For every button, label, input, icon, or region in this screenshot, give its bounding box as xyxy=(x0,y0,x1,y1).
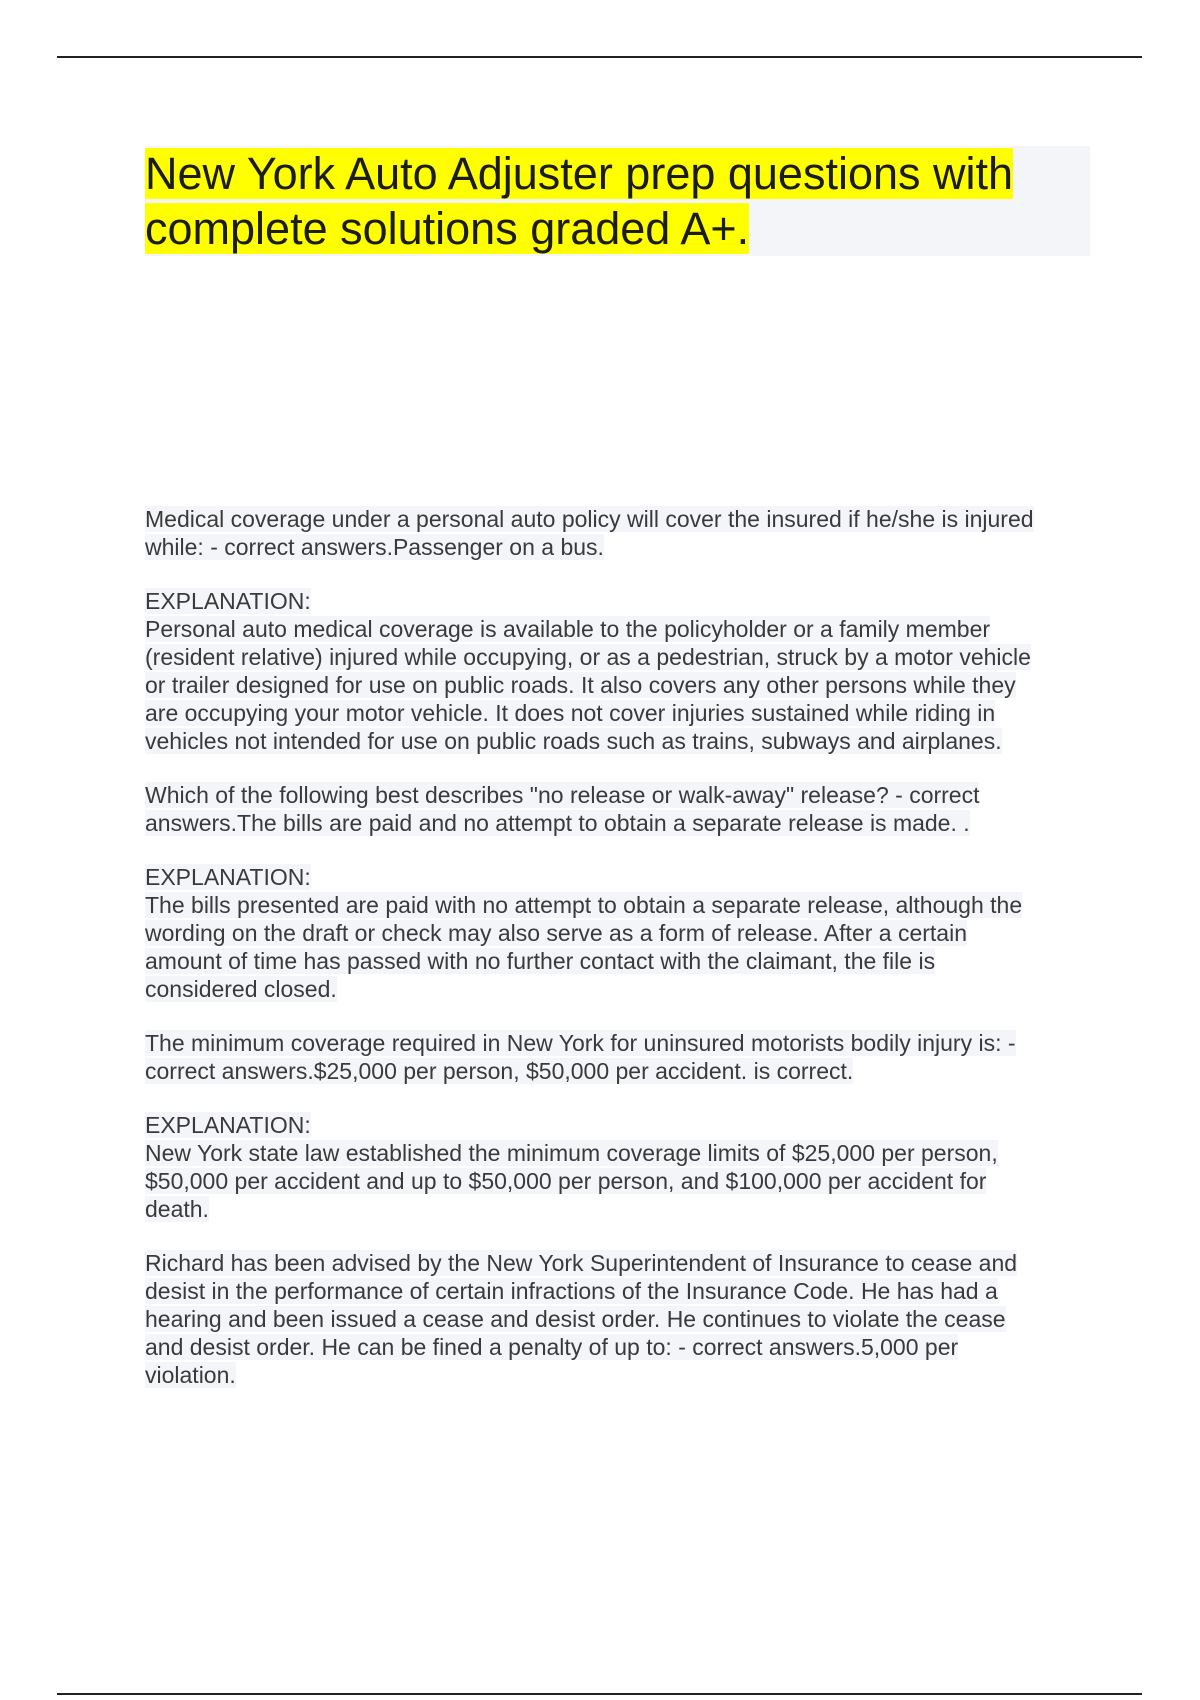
question-4-line: Richard has been advised by the New York Superintendent of Insurance to cease and xyxy=(145,1250,1018,1276)
question-2 xyxy=(145,781,1090,837)
question-4-line: desist in the performance of certain infractions of the Insurance Code. He has had a xyxy=(145,1278,998,1304)
question-2-line: Which of the following best describes "no release or walk-away" release? - correct xyxy=(145,782,980,808)
explanation-3-line: $50,000 per accident and up to $50,000 per person, and $100,000 per accident for xyxy=(145,1168,987,1194)
question-4-line: violation. xyxy=(145,1362,236,1388)
question-1-line: while: - correct answers.Passenger on a bus. xyxy=(145,534,604,560)
title-line-2: complete solutions graded A+. xyxy=(145,203,750,254)
question-4 xyxy=(145,1249,1090,1389)
explanation-1-line: vehicles not intended for use on public roads such as trains, subways and airplanes. xyxy=(145,728,1002,754)
explanation-label-text: EXPLANATION: xyxy=(145,588,311,614)
document-body xyxy=(145,505,1090,1389)
explanation-3 xyxy=(145,1139,1090,1223)
question-1 xyxy=(145,505,1090,561)
title-line-1: New York Auto Adjuster prep questions with xyxy=(145,148,1014,199)
question-3 xyxy=(145,1029,1090,1085)
top-rule xyxy=(57,56,1142,58)
question-3-line: The minimum coverage required in New York for uninsured motorists bodily injury is: - xyxy=(145,1030,1016,1056)
explanation-3-label xyxy=(145,1111,1090,1139)
explanation-2-line: wording on the draft or check may also serve as a form of release. After a certain xyxy=(145,920,968,946)
explanation-2-line: amount of time has passed with no further contact with the claimant, the file is xyxy=(145,948,936,974)
document-title xyxy=(145,146,1090,256)
title-block xyxy=(145,146,1090,256)
explanation-2 xyxy=(145,891,1090,1003)
explanation-1-line: (resident relative) injured while occupying, or as a pedestrian, struck by a motor vehicle xyxy=(145,644,1031,670)
question-1-line: Medical coverage under a personal auto policy will cover the insured if he/she is injured xyxy=(145,506,1034,532)
question-4-line: hearing and been issued a cease and desist order. He continues to violate the cease xyxy=(145,1306,1006,1332)
bottom-rule xyxy=(57,1693,1142,1695)
explanation-3-line: New York state law established the minimum coverage limits of $25,000 per person, xyxy=(145,1140,998,1166)
explanation-1-line: or trailer designed for use on public roads. It also covers any other persons while they xyxy=(145,672,1016,698)
question-3-line: correct answers.$25,000 per person, $50,000 per accident. is correct. xyxy=(145,1058,854,1084)
explanation-2-line: The bills presented are paid with no attempt to obtain a separate release, although the xyxy=(145,892,1023,918)
explanation-1-line: are occupying your motor vehicle. It does not cover injuries sustained while riding in xyxy=(145,700,996,726)
question-2-line: answers.The bills are paid and no attempt to obtain a separate release is made. . xyxy=(145,810,970,836)
explanation-2-line: considered closed. xyxy=(145,976,337,1002)
explanation-1 xyxy=(145,615,1090,755)
question-4-line: and desist order. He can be fined a penalty of up to: - correct answers.5,000 per xyxy=(145,1334,959,1360)
explanation-2-label xyxy=(145,863,1090,891)
explanation-1-label xyxy=(145,587,1090,615)
explanation-label-text: EXPLANATION: xyxy=(145,864,311,890)
explanation-1-line: Personal auto medical coverage is available to the policyholder or a family member xyxy=(145,616,991,642)
explanation-3-line: death. xyxy=(145,1196,209,1222)
explanation-label-text: EXPLANATION: xyxy=(145,1112,311,1138)
